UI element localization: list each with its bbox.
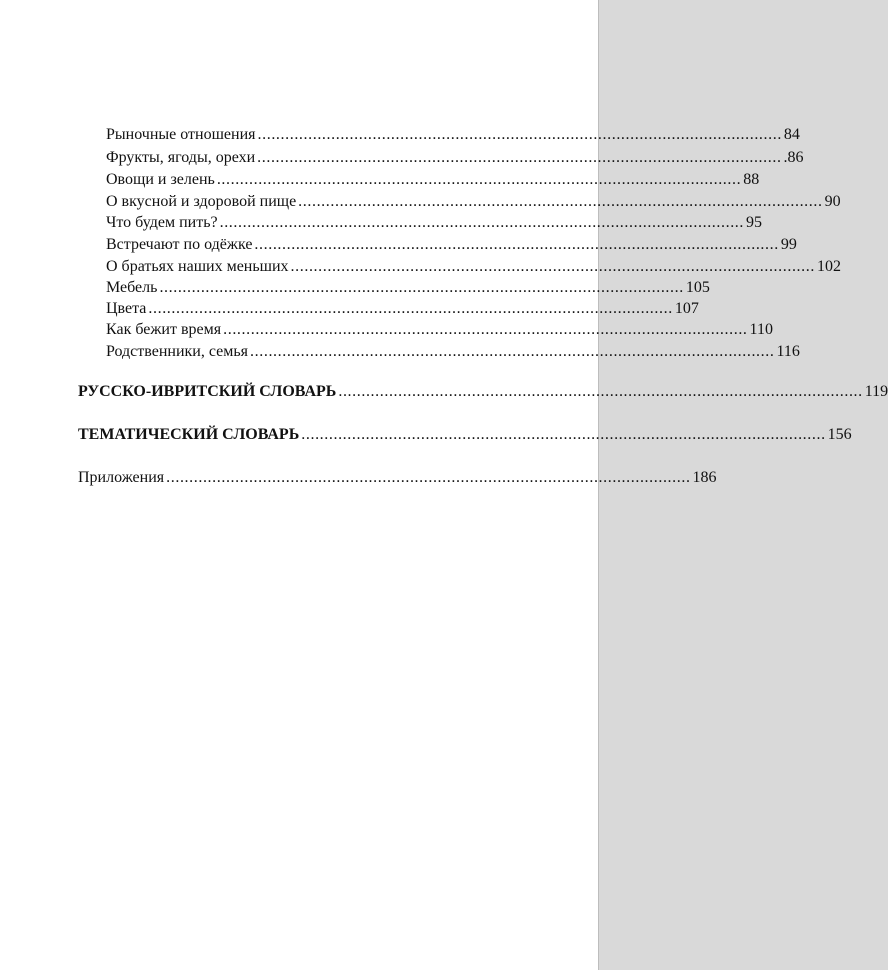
dot-leader: .................................................................................................................. xyxy=(338,383,863,400)
toc-entry-page: 84 xyxy=(783,126,800,143)
dot-leader: .................................................................................................................. xyxy=(216,171,742,188)
toc-entry-title: О вкусной и здоровой пище xyxy=(106,193,297,210)
toc-entry-page: 99 xyxy=(780,236,797,253)
toc-entry xyxy=(106,342,800,362)
toc-section xyxy=(78,382,888,402)
toc-entry-page: 90 xyxy=(824,193,841,210)
toc-entry-title: Овощи и зелень xyxy=(106,171,215,188)
dot-leader: .................................................................................................................. xyxy=(290,258,815,275)
toc-entry xyxy=(106,235,797,255)
toc-entry xyxy=(106,213,762,233)
toc-section xyxy=(78,468,717,488)
toc-section-title: ТЕМАТИЧЕСКИЙ СЛОВАРЬ xyxy=(78,426,300,443)
toc-section-page: 156 xyxy=(827,426,852,443)
toc-entry-page: 110 xyxy=(749,321,773,338)
toc-entry-page: 88 xyxy=(743,171,760,188)
dot-leader: .................................................................................................................. xyxy=(254,236,779,253)
toc-entry-page: 95 xyxy=(746,214,762,231)
toc-entry xyxy=(106,192,841,212)
toc-entry-title: О братьях наших меньших xyxy=(106,258,289,275)
dot-leader: .................................................................................................................. xyxy=(219,214,744,231)
toc-entry-page: 107 xyxy=(674,300,699,317)
toc-entry xyxy=(106,125,800,145)
toc-entry-title: Цвета xyxy=(106,300,147,317)
dot-leader: .................................................................................................................. xyxy=(257,149,782,166)
dot-leader: .................................................................................................................. xyxy=(257,126,782,143)
toc-entry-title: Как бежит время xyxy=(106,321,222,338)
toc-entry xyxy=(106,257,841,277)
dot-leader: .................................................................................................................. xyxy=(166,469,691,486)
toc-entry-page: 102 xyxy=(816,258,841,275)
toc-entry-title: Родственники, семья xyxy=(106,343,249,360)
dot-leader: .................................................................................................................. xyxy=(250,343,775,360)
toc-section-title: РУССКО-ИВРИТСКИЙ СЛОВАРЬ xyxy=(78,383,337,400)
dot-leader: .................................................................................................................. xyxy=(223,321,748,338)
toc-entry-title: Рыночные отношения xyxy=(106,126,256,143)
toc-entry-title: Фрукты, ягоды, орехи xyxy=(106,149,256,166)
toc-entry-title: Встречают по одёжке xyxy=(106,236,253,253)
toc-section-title: Приложения xyxy=(78,469,165,486)
toc-entry-page: .86 xyxy=(783,149,804,166)
toc-entry-title: Мебель xyxy=(106,279,158,296)
toc-section-page: 186 xyxy=(692,469,717,486)
dot-leader: .................................................................................................................. xyxy=(298,193,823,210)
toc-entry xyxy=(106,320,773,340)
dot-leader: .................................................................................................................. xyxy=(301,426,826,443)
toc-entry xyxy=(106,148,804,168)
toc-entry-page: 116 xyxy=(776,343,800,360)
toc-section xyxy=(78,425,852,445)
dot-leader: .................................................................................................................. xyxy=(148,300,673,317)
dot-leader: .................................................................................................................. xyxy=(159,279,684,296)
toc-section-page: 119 xyxy=(864,383,888,400)
toc-entry xyxy=(106,278,710,298)
toc-entry-page: 105 xyxy=(685,279,710,296)
toc-entry-title: Что будем пить? xyxy=(106,214,218,231)
toc-entry xyxy=(106,299,699,319)
toc-entry xyxy=(106,170,760,190)
